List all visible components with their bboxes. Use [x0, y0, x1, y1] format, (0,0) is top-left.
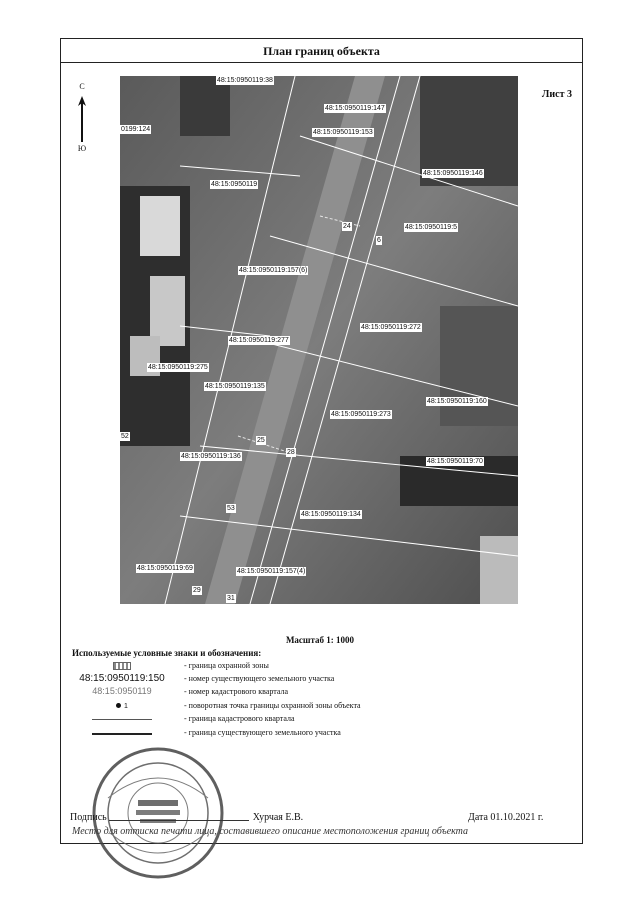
parcel-label-153: 48:15:0950119:153: [313, 129, 373, 136]
dashed-box-icon: [113, 662, 131, 670]
north-label: С: [79, 82, 85, 91]
signature-label: Подпись: [70, 812, 107, 823]
point-label-24: 24: [343, 223, 351, 230]
south-label: Ю: [77, 144, 87, 153]
parcel-label-273: 48:15:0950119:273: [331, 411, 391, 418]
parcel-label-5: 48:15:0950119:5: [405, 224, 458, 231]
parcel-label-124: 0199:124: [121, 126, 151, 133]
sheet-number: Лист 3: [541, 89, 572, 100]
legend-title: Используемые условные знаки и обозначения:: [72, 648, 262, 658]
map-image: [120, 76, 518, 604]
map-scale: Масштаб 1: 1000: [285, 635, 355, 645]
aerial-photo: [120, 76, 518, 604]
protection-zone-boundary-symbol: [72, 660, 172, 673]
signature-line: [70, 812, 303, 823]
parcel-label-134: 48:15:0950119:134: [301, 511, 361, 518]
signer-name: Хурчая Е.В.: [252, 812, 304, 823]
parcel-label-69: 48:15:0950119:69: [137, 565, 193, 572]
parcel-label-146: 48:15:0950119:146: [423, 170, 483, 177]
parcel-number-symbol: 48:15:0950119:150: [79, 673, 165, 684]
parcel-label-70: 48:15:0950119:70: [427, 458, 483, 465]
parcel-label-277: 48:15:0950119:277: [229, 337, 289, 344]
quarter-number-symbol: 48:15:0950119: [92, 686, 152, 696]
page-title: План границ объекта: [61, 39, 582, 63]
parcel-label-136: 48:15:0950119:136: [181, 453, 241, 460]
dot-icon: [116, 703, 121, 708]
quarter-label: 48:15:0950119: [211, 181, 258, 188]
parcel-label-275: 48:15:0950119:275: [148, 364, 208, 371]
legend-item: [72, 686, 552, 699]
point-label-6: 6: [377, 237, 381, 244]
point-label-29: 29: [193, 587, 201, 594]
legend-item: [72, 700, 552, 713]
parcel-label-157-6: 48:15:0950119:157(6): [239, 267, 308, 274]
document-date: Дата 01.10.2021 г.: [468, 812, 544, 823]
parcel-label-272: 48:15:0950119:272: [361, 324, 421, 331]
legend-item: [72, 660, 552, 673]
legend-item: [72, 713, 552, 726]
point-label-52: 52: [121, 433, 129, 440]
quarter-boundary-symbol: [72, 713, 172, 726]
point-label-53: 53: [227, 505, 235, 512]
parcel-label-160: 48:15:0950119:160: [427, 398, 487, 405]
point-label-31: 31: [227, 595, 235, 602]
point-label-25: 25: [257, 437, 265, 444]
parcel-label-135: 48:15:0950119:135: [205, 383, 265, 390]
turning-point-symbol: 1: [72, 700, 172, 713]
point-label-28: 28: [287, 449, 295, 456]
legend-desc: - номер кадастрового квартала: [184, 687, 289, 696]
thin-line-icon: [92, 719, 152, 720]
legend-desc: - граница охранной зоны: [184, 661, 269, 670]
legend-desc: - номер существующего земельного участка: [184, 674, 335, 683]
legend-desc: - граница кадастрового квартала: [184, 714, 295, 723]
parcel-label-157-4: 48:15:0950119:157(4): [237, 568, 306, 575]
legend-desc: - поворотная точка границы охранной зоны объекта: [184, 701, 361, 710]
legend-desc: - граница существующего земельного участка: [184, 728, 341, 737]
signature-field: [109, 820, 249, 821]
thick-line-icon: [92, 733, 152, 735]
legend-item: [72, 673, 552, 686]
stamp-note: Место для оттиска печати лица, составившего описание местоположения границ объекта: [72, 826, 469, 837]
north-arrow-icon: [77, 96, 87, 142]
north-arrow: [75, 82, 89, 192]
parcel-label-38: 48:15:0950119:38: [217, 77, 273, 84]
parcel-label-147: 48:15:0950119:147: [325, 105, 385, 112]
